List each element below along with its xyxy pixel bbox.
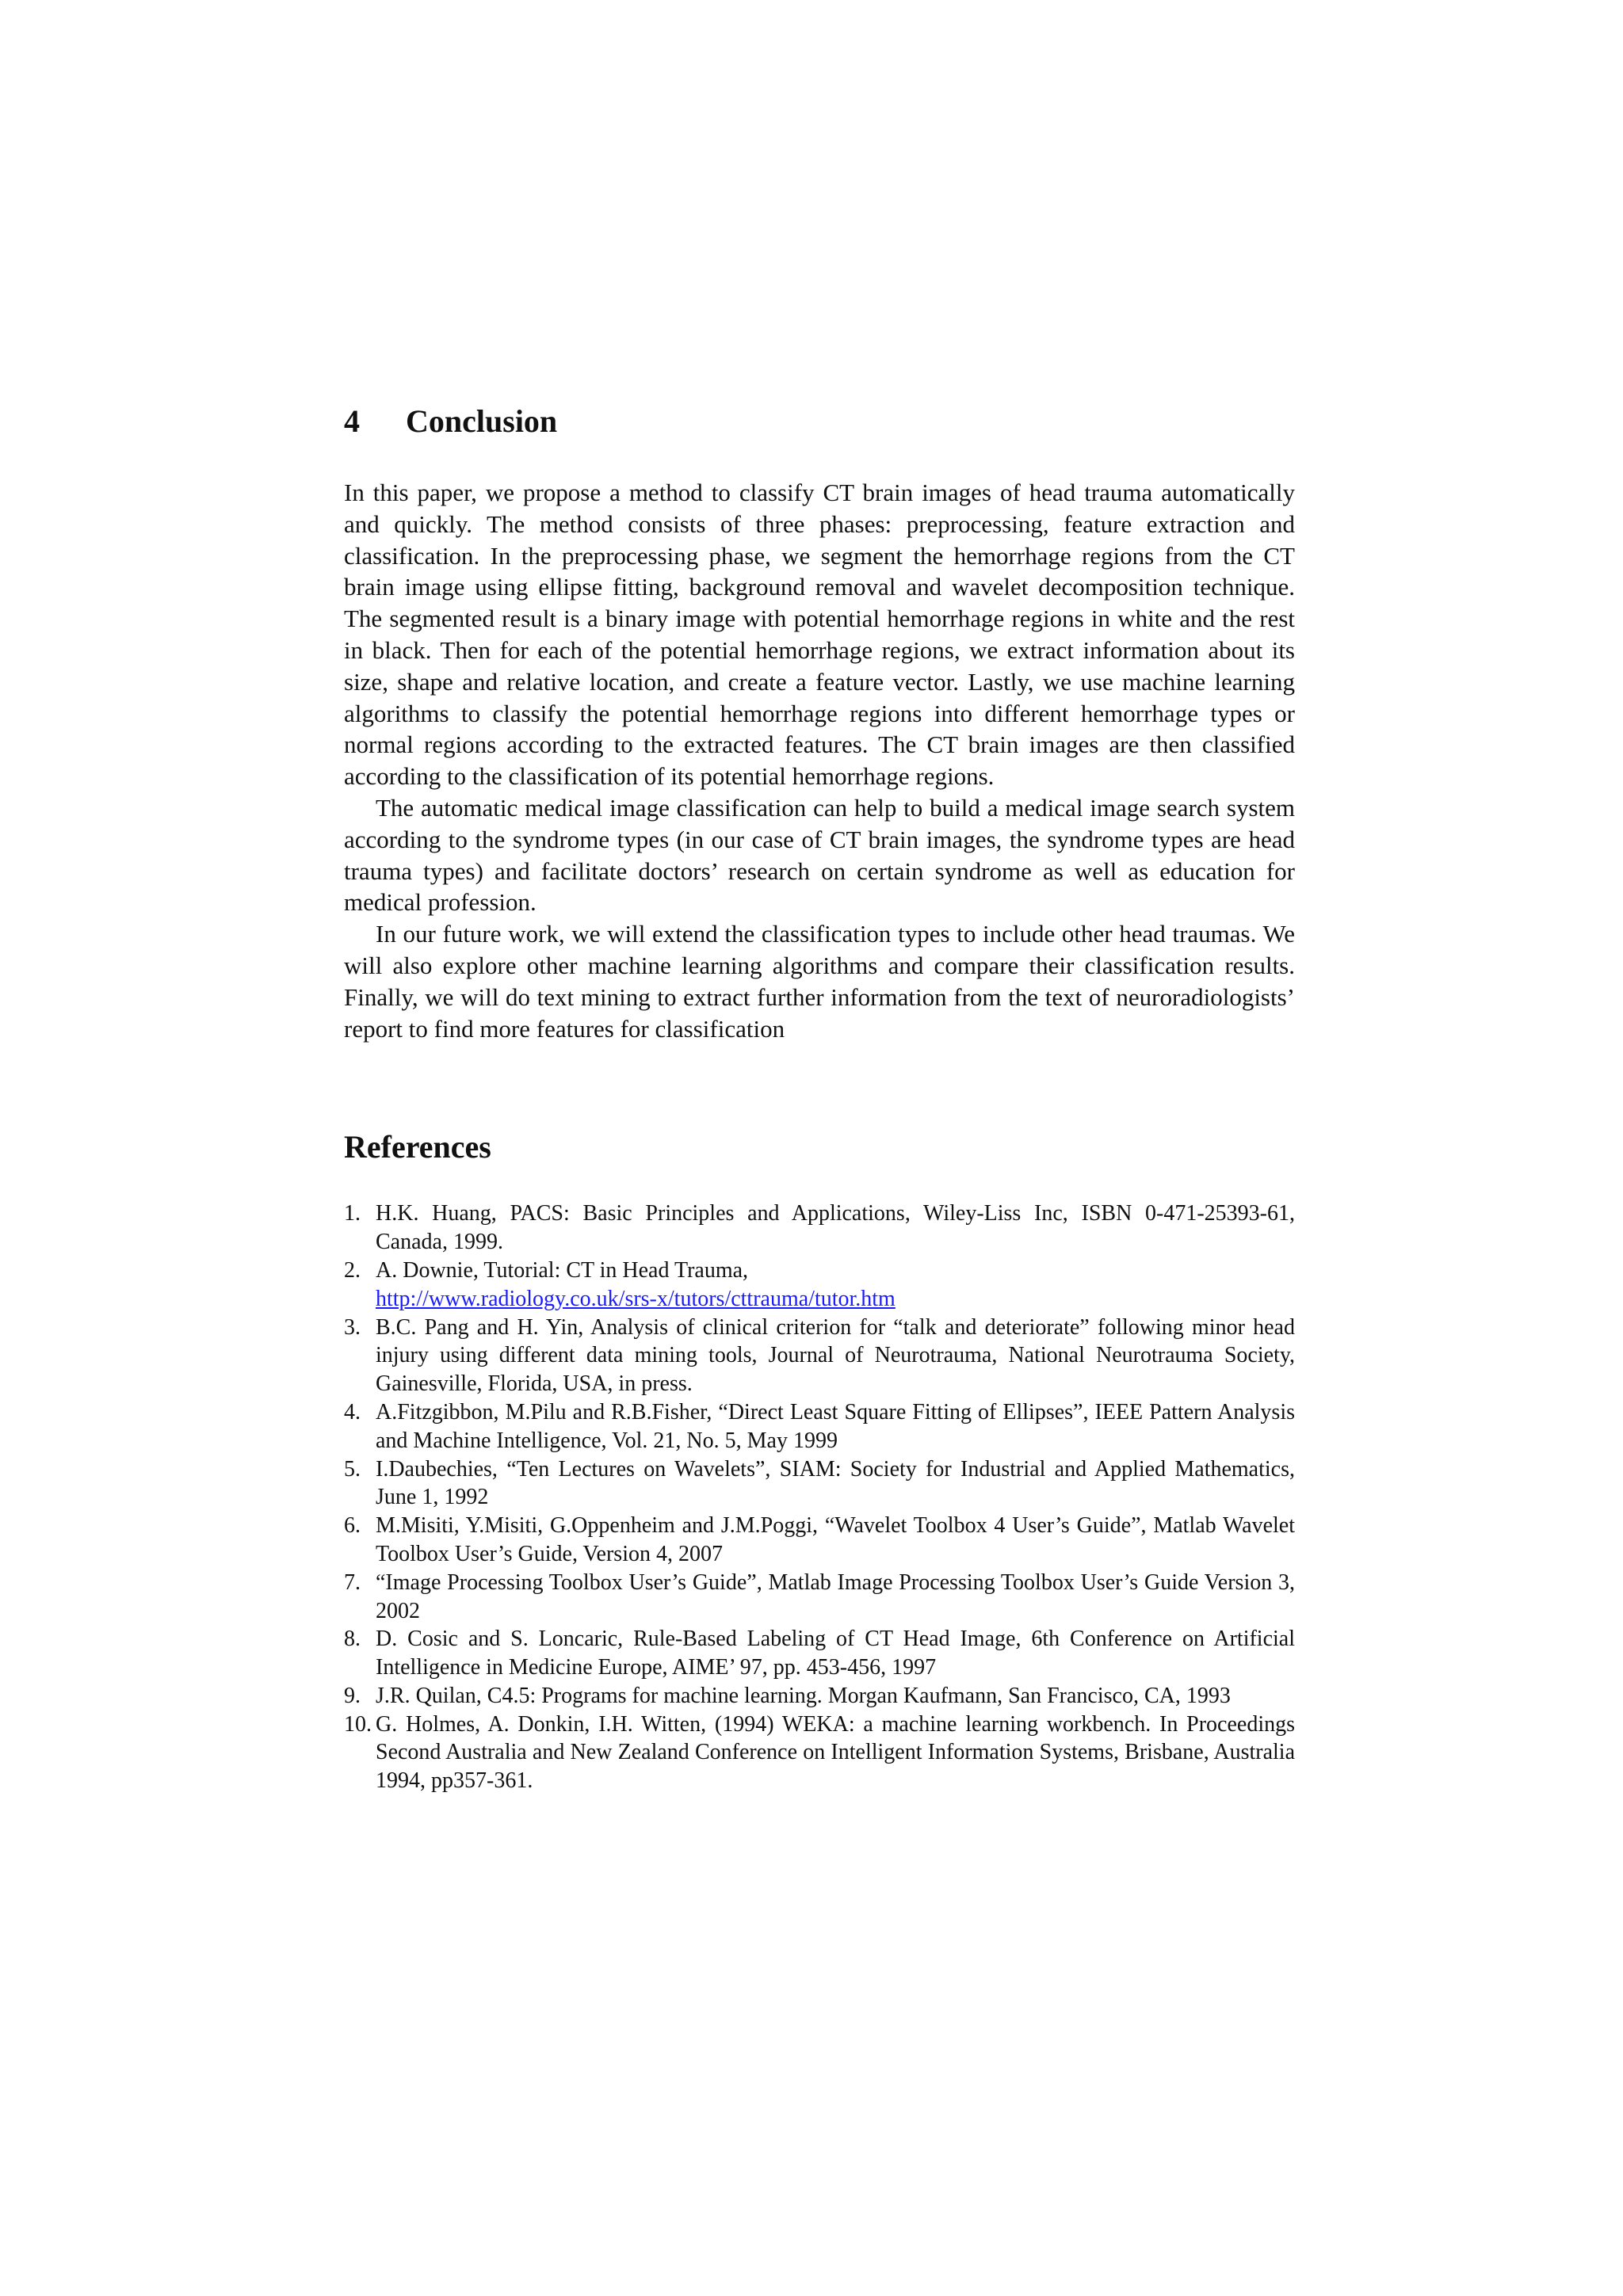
reference-text: H.K. Huang, PACS: Basic Principles and Applications, Wiley-Liss Inc, ISBN 0-471-25393-61, Canada, 1999. [376,1201,1295,1255]
paragraph: The automatic medical image classification can help to build a medical image search system according to the syndrome types (in our case of CT brain images, the syndrome types are head trauma types) and facilitate doctors’ research on certain syndrome as well as education for medical profession. [344,793,1295,917]
reference-text: G. Holmes, A. Donkin, I.H. Witten, (1994) WEKA: a machine learning workbench. In Proceedings Second Australia and New Zealand Conference on Intelligent Information Systems, Brisbane, Australia 1994, pp357-361. [376,1711,1295,1794]
reference-item [344,1512,1295,1569]
reference-number: 3. [344,1314,361,1340]
reference-item [344,1682,1295,1711]
reference-text: I.Daubechies, “Ten Lectures on Wavelets”, SIAM: Society for Industrial and Applied Mathematics, June 1, 1992 [376,1456,1295,1510]
reference-number: 2. [344,1257,361,1283]
paragraph: In this paper, we propose a method to classify CT brain images of head trauma automatically and quickly. The method consists of three phases: preprocessing, feature extraction and classification. In the preprocessing phase, we segment the hemorrhage regions from the CT brain image using ellipse fitting, background removal and wavelet decomposition technique. The segmented result is a binary image with potential hemorrhage regions in white and the rest in black. Then for each of the potential hemorrhage regions, we extract information about its size, shape and relative location, and create a feature vector. Lastly, we use machine learning algorithms to classify the potential hemorrhage regions into different hemorrhage types or normal regions according to the extracted features. The CT brain images are then classified according to the classification of its potential hemorrhage regions. [344,479,1295,791]
reference-item [344,1625,1295,1682]
reference-number: 5. [344,1456,361,1482]
reference-number: 8. [344,1627,361,1652]
references-heading: References [344,1129,491,1165]
reference-item [344,1711,1295,1795]
reference-item [344,1569,1295,1626]
reference-number: 6. [344,1513,361,1539]
text-column [344,401,1295,1795]
reference-number: 7. [344,1569,361,1595]
reference-text: J.R. Quilan, C4.5: Programs for machine learning. Morgan Kaufmann, San Francisco, CA, 1993 [376,1683,1231,1708]
reference-text: A.Fitzgibbon, M.Pilu and R.B.Fisher, “Direct Least Square Fitting of Ellipses”, IEEE Pattern Analysis and Machine Intelligence, Vol. 21, No. 5, May 1999 [376,1399,1295,1453]
reference-text-block [376,1257,1295,1314]
reference-text: M.Misiti, Y.Misiti, G.Oppenheim and J.M.Poggi, “Wavelet Toolbox 4 User’s Guide”, Matlab Wavelet Toolbox User’s Guide, Version 4, 2007 [376,1513,1295,1566]
reference-list [344,1199,1295,1795]
conclusion-body [344,477,1295,1044]
section-number: 4 [344,403,360,439]
reference-item [344,1257,1295,1314]
reference-item [344,1199,1295,1257]
section-heading-conclusion [344,401,1295,442]
reference-number: 10. [344,1711,372,1737]
reference-item [344,1314,1295,1398]
reference-text: “Image Processing Toolbox User’s Guide”, Matlab Image Processing Toolbox User’s Guide Version 3, 2002 [376,1569,1295,1623]
reference-text: A. Downie, Tutorial: CT in Head Trauma, [376,1257,749,1283]
reference-number: 4. [344,1399,361,1425]
reference-number: 9. [344,1683,361,1708]
reference-text: B.C. Pang and H. Yin, Analysis of clinical criterion for “talk and deteriorate” following minor head injury using different data mining tools, Journal of Neurotrauma, National Neurotrauma Society, Gainesville, Florida, USA, in press. [376,1314,1295,1397]
reference-text: D. Cosic and S. Loncaric, Rule-Based Labeling of CT Head Image, 6th Conference on Artificial Intelligence in Medicine Europe, AIME’ 97, pp. 453-456, 1997 [376,1627,1295,1680]
reference-number: 1. [344,1201,361,1226]
section-title: Conclusion [406,403,558,439]
reference-item [344,1455,1295,1512]
reference-link[interactable]: http://www.radiology.co.uk/srs-x/tutors/cttrauma/tutor.htm [376,1286,896,1311]
paragraph: In our future work, we will extend the classification types to include other head traumas. We will also explore other machine learning algorithms and compare their classification results. Finally, we will do text mining to extract further information from the text of neuroradiologists’ report to find more features for classification [344,920,1295,1043]
reference-item [344,1398,1295,1455]
